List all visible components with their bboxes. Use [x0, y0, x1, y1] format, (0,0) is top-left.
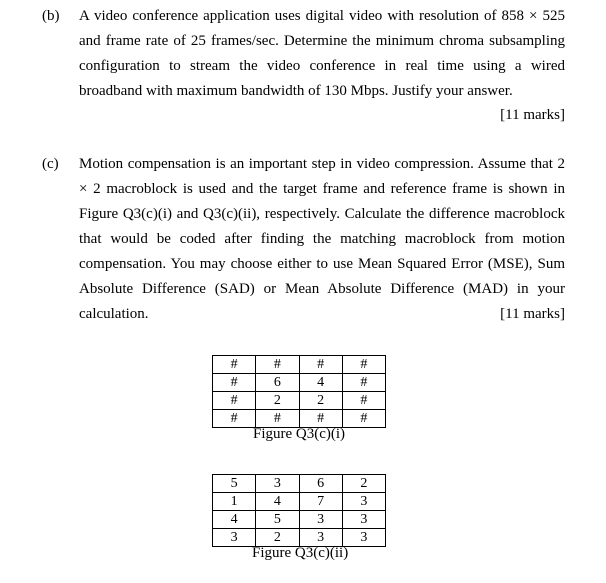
- reference-frame-grid: [212, 474, 386, 547]
- question-b-marks: [11 marks]: [500, 107, 565, 123]
- figure-1-caption: Figure Q3(c)(i): [253, 426, 346, 442]
- grid-cell: #: [342, 374, 385, 392]
- grid-row: [213, 511, 386, 529]
- grid-cell: #: [299, 356, 342, 374]
- grid-row: [213, 493, 386, 511]
- grid-cell: 3: [342, 529, 385, 547]
- grid-cell: 6: [299, 475, 342, 493]
- grid-row: [213, 475, 386, 493]
- figure-2-caption: Figure Q3(c)(ii): [252, 545, 349, 561]
- grid-cell: #: [213, 374, 256, 392]
- grid-cell: #: [299, 410, 342, 428]
- question-b-text: A video conference application uses digital video with resolution of 858 × 525 and frame rate of 25 frames/sec. Determine the minimum chroma subsampling configuration to stream the video conference in real time using a wired broadband with maximum bandwidth of 130 Mbps. Justify your answer.: [79, 8, 565, 99]
- question-c-text: Motion compensation is an important step in video compression. Assume that 2 × 2 macroblock is used and the target frame and reference frame is shown in Figure Q3(c)(i) and Q3(c)(ii), respectively. Calculate the difference macroblock that would be coded after finding the matching macroblock from motion compensation. You may choose either to use Mean Squared Error (MSE), Sum Absolute Difference (SAD) or Mean Absolute Difference (MAD) in your calculation.: [79, 156, 565, 322]
- target-frame-grid: [212, 355, 386, 428]
- grid-cell: #: [213, 410, 256, 428]
- grid-cell: 7: [299, 493, 342, 511]
- grid-cell: 2: [342, 475, 385, 493]
- question-b-label: (b): [42, 8, 60, 24]
- grid-cell: 2: [256, 392, 299, 410]
- grid-cell: 3: [299, 511, 342, 529]
- grid-cell: 3: [213, 529, 256, 547]
- grid-cell: 1: [213, 493, 256, 511]
- grid-cell: 2: [299, 392, 342, 410]
- grid-row: [213, 374, 386, 392]
- grid-cell: #: [342, 410, 385, 428]
- grid-cell: 3: [342, 493, 385, 511]
- grid-cell: #: [213, 392, 256, 410]
- grid-cell: 5: [256, 511, 299, 529]
- grid-cell: 4: [299, 374, 342, 392]
- grid-cell: #: [342, 392, 385, 410]
- grid-cell: 2: [256, 529, 299, 547]
- grid-row: [213, 392, 386, 410]
- grid-cell: 3: [342, 511, 385, 529]
- grid-cell: 5: [213, 475, 256, 493]
- grid-cell: #: [256, 410, 299, 428]
- grid-cell: 4: [256, 493, 299, 511]
- grid-cell: 6: [256, 374, 299, 392]
- question-c-marks: [11 marks]: [500, 306, 565, 322]
- grid-cell: #: [256, 356, 299, 374]
- grid-cell: #: [213, 356, 256, 374]
- grid-cell: #: [342, 356, 385, 374]
- question-c-label: (c): [42, 156, 59, 172]
- grid-cell: 4: [213, 511, 256, 529]
- grid-cell: 3: [299, 529, 342, 547]
- grid-cell: 3: [256, 475, 299, 493]
- grid-row: [213, 356, 386, 374]
